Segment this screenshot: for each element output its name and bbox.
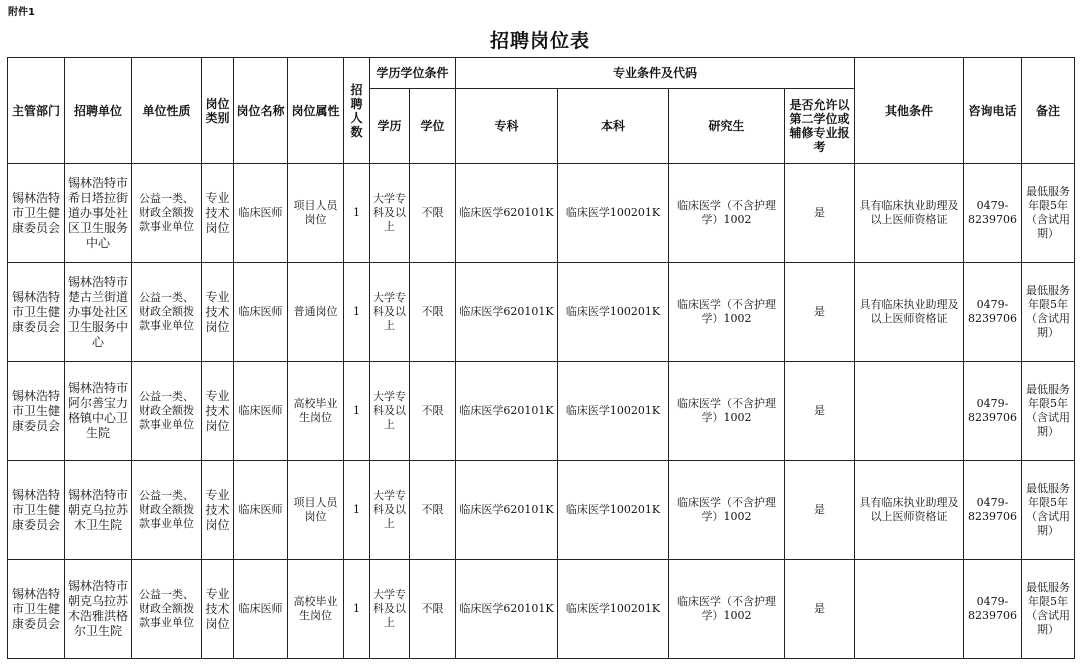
cell-remark: 最低服务年限5年（含试用期） [1022, 560, 1075, 659]
cell-nature: 公益一类、财政全额拨款事业单位 [132, 560, 202, 659]
cell-degree: 不限 [410, 164, 456, 263]
cell-degree: 不限 [410, 560, 456, 659]
header-post-attr: 岗位属性 [288, 58, 344, 164]
cell-degree: 不限 [410, 263, 456, 362]
table-row [8, 164, 1075, 263]
cell-degree: 不限 [410, 461, 456, 560]
header-other: 其他条件 [855, 58, 964, 164]
cell-second-degree: 是 [785, 263, 855, 362]
cell-category: 专业技术岗位 [202, 263, 234, 362]
cell-phone: 0479-8239706 [964, 362, 1022, 461]
cell-count: 1 [344, 164, 370, 263]
cell-unit: 锡林浩特市朝克乌拉苏木浩雅洪格尔卫生院 [65, 560, 132, 659]
cell-dept: 锡林浩特市卫生健康委员会 [8, 362, 65, 461]
cell-post-attr: 高校毕业生岗位 [288, 560, 344, 659]
attachment-label: 附件1 [8, 7, 35, 18]
cell-junior: 临床医学620101K [456, 461, 558, 560]
cell-unit: 锡林浩特市阿尔善宝力格镇中心卫生院 [65, 362, 132, 461]
header-nature: 单位性质 [132, 58, 202, 164]
cell-bachelor: 临床医学100201K [558, 461, 669, 560]
cell-bachelor: 临床医学100201K [558, 164, 669, 263]
cell-junior: 临床医学620101K [456, 362, 558, 461]
header-phone: 咨询电话 [964, 58, 1022, 164]
header-edu: 学历 [370, 89, 410, 164]
cell-other: 具有临床执业助理及以上医师资格证 [855, 164, 964, 263]
cell-post-attr: 普通岗位 [288, 263, 344, 362]
cell-count: 1 [344, 461, 370, 560]
cell-dept: 锡林浩特市卫生健康委员会 [8, 263, 65, 362]
cell-phone: 0479-8239706 [964, 263, 1022, 362]
cell-edu: 大学专科及以上 [370, 362, 410, 461]
cell-post-attr: 高校毕业生岗位 [288, 362, 344, 461]
cell-category: 专业技术岗位 [202, 461, 234, 560]
cell-other [855, 560, 964, 659]
cell-phone: 0479-8239706 [964, 560, 1022, 659]
cell-nature: 公益一类、财政全额拨款事业单位 [132, 164, 202, 263]
cell-graduate: 临床医学（不含护理学）1002 [669, 560, 785, 659]
cell-junior: 临床医学620101K [456, 164, 558, 263]
cell-second-degree: 是 [785, 164, 855, 263]
cell-nature: 公益一类、财政全额拨款事业单位 [132, 263, 202, 362]
cell-count: 1 [344, 263, 370, 362]
cell-count: 1 [344, 560, 370, 659]
cell-category: 专业技术岗位 [202, 560, 234, 659]
table-row [8, 362, 1075, 461]
cell-post-name: 临床医师 [234, 362, 288, 461]
cell-graduate: 临床医学（不含护理学）1002 [669, 461, 785, 560]
cell-graduate: 临床医学（不含护理学）1002 [669, 362, 785, 461]
cell-other: 具有临床执业助理及以上医师资格证 [855, 263, 964, 362]
cell-other [855, 362, 964, 461]
header-second-degree: 是否允许以第二学位或辅修专业报考 [785, 89, 855, 164]
cell-category: 专业技术岗位 [202, 362, 234, 461]
cell-post-attr: 项目人员岗位 [288, 461, 344, 560]
cell-post-name: 临床医师 [234, 560, 288, 659]
header-dept: 主管部门 [8, 58, 65, 164]
cell-bachelor: 临床医学100201K [558, 263, 669, 362]
header-junior: 专科 [456, 89, 558, 164]
cell-bachelor: 临床医学100201K [558, 560, 669, 659]
recruitment-table [7, 57, 1075, 659]
header-category: 岗位类别 [202, 58, 234, 164]
cell-second-degree: 是 [785, 461, 855, 560]
cell-edu: 大学专科及以上 [370, 263, 410, 362]
cell-count: 1 [344, 362, 370, 461]
cell-remark: 最低服务年限5年（含试用期） [1022, 362, 1075, 461]
cell-edu: 大学专科及以上 [370, 461, 410, 560]
cell-edu: 大学专科及以上 [370, 560, 410, 659]
cell-junior: 临床医学620101K [456, 560, 558, 659]
cell-remark: 最低服务年限5年（含试用期） [1022, 164, 1075, 263]
cell-category: 专业技术岗位 [202, 164, 234, 263]
cell-post-name: 临床医师 [234, 461, 288, 560]
cell-second-degree: 是 [785, 362, 855, 461]
cell-graduate: 临床医学（不含护理学）1002 [669, 164, 785, 263]
table-row [8, 560, 1075, 659]
header-major-group: 专业条件及代码 [456, 58, 855, 89]
cell-phone: 0479-8239706 [964, 164, 1022, 263]
header-edu-group: 学历学位条件 [370, 58, 456, 89]
header-unit: 招聘单位 [65, 58, 132, 164]
cell-bachelor: 临床医学100201K [558, 362, 669, 461]
cell-junior: 临床医学620101K [456, 263, 558, 362]
cell-second-degree: 是 [785, 560, 855, 659]
cell-remark: 最低服务年限5年（含试用期） [1022, 263, 1075, 362]
cell-edu: 大学专科及以上 [370, 164, 410, 263]
cell-phone: 0479-8239706 [964, 461, 1022, 560]
header-graduate: 研究生 [669, 89, 785, 164]
cell-unit: 锡林浩特市楚古兰街道办事处社区卫生服务中心 [65, 263, 132, 362]
cell-post-attr: 项目人员岗位 [288, 164, 344, 263]
cell-degree: 不限 [410, 362, 456, 461]
page-title: 招聘岗位表 [489, 30, 590, 52]
header-degree: 学位 [410, 89, 456, 164]
cell-unit: 锡林浩特市朝克乌拉苏木卫生院 [65, 461, 132, 560]
table-row [8, 263, 1075, 362]
cell-dept: 锡林浩特市卫生健康委员会 [8, 560, 65, 659]
table-row [8, 461, 1075, 560]
cell-other: 具有临床执业助理及以上医师资格证 [855, 461, 964, 560]
cell-remark: 最低服务年限5年（含试用期） [1022, 461, 1075, 560]
cell-dept: 锡林浩特市卫生健康委员会 [8, 461, 65, 560]
cell-dept: 锡林浩特市卫生健康委员会 [8, 164, 65, 263]
cell-nature: 公益一类、财政全额拨款事业单位 [132, 461, 202, 560]
cell-graduate: 临床医学（不含护理学）1002 [669, 263, 785, 362]
cell-unit: 锡林浩特市希日塔拉街道办事处社区卫生服务中心 [65, 164, 132, 263]
header-post-name: 岗位名称 [234, 58, 288, 164]
header-remark: 备注 [1022, 58, 1075, 164]
header-bachelor: 本科 [558, 89, 669, 164]
cell-nature: 公益一类、财政全额拨款事业单位 [132, 362, 202, 461]
cell-post-name: 临床医师 [234, 164, 288, 263]
cell-post-name: 临床医师 [234, 263, 288, 362]
header-count: 招聘人数 [344, 58, 370, 164]
